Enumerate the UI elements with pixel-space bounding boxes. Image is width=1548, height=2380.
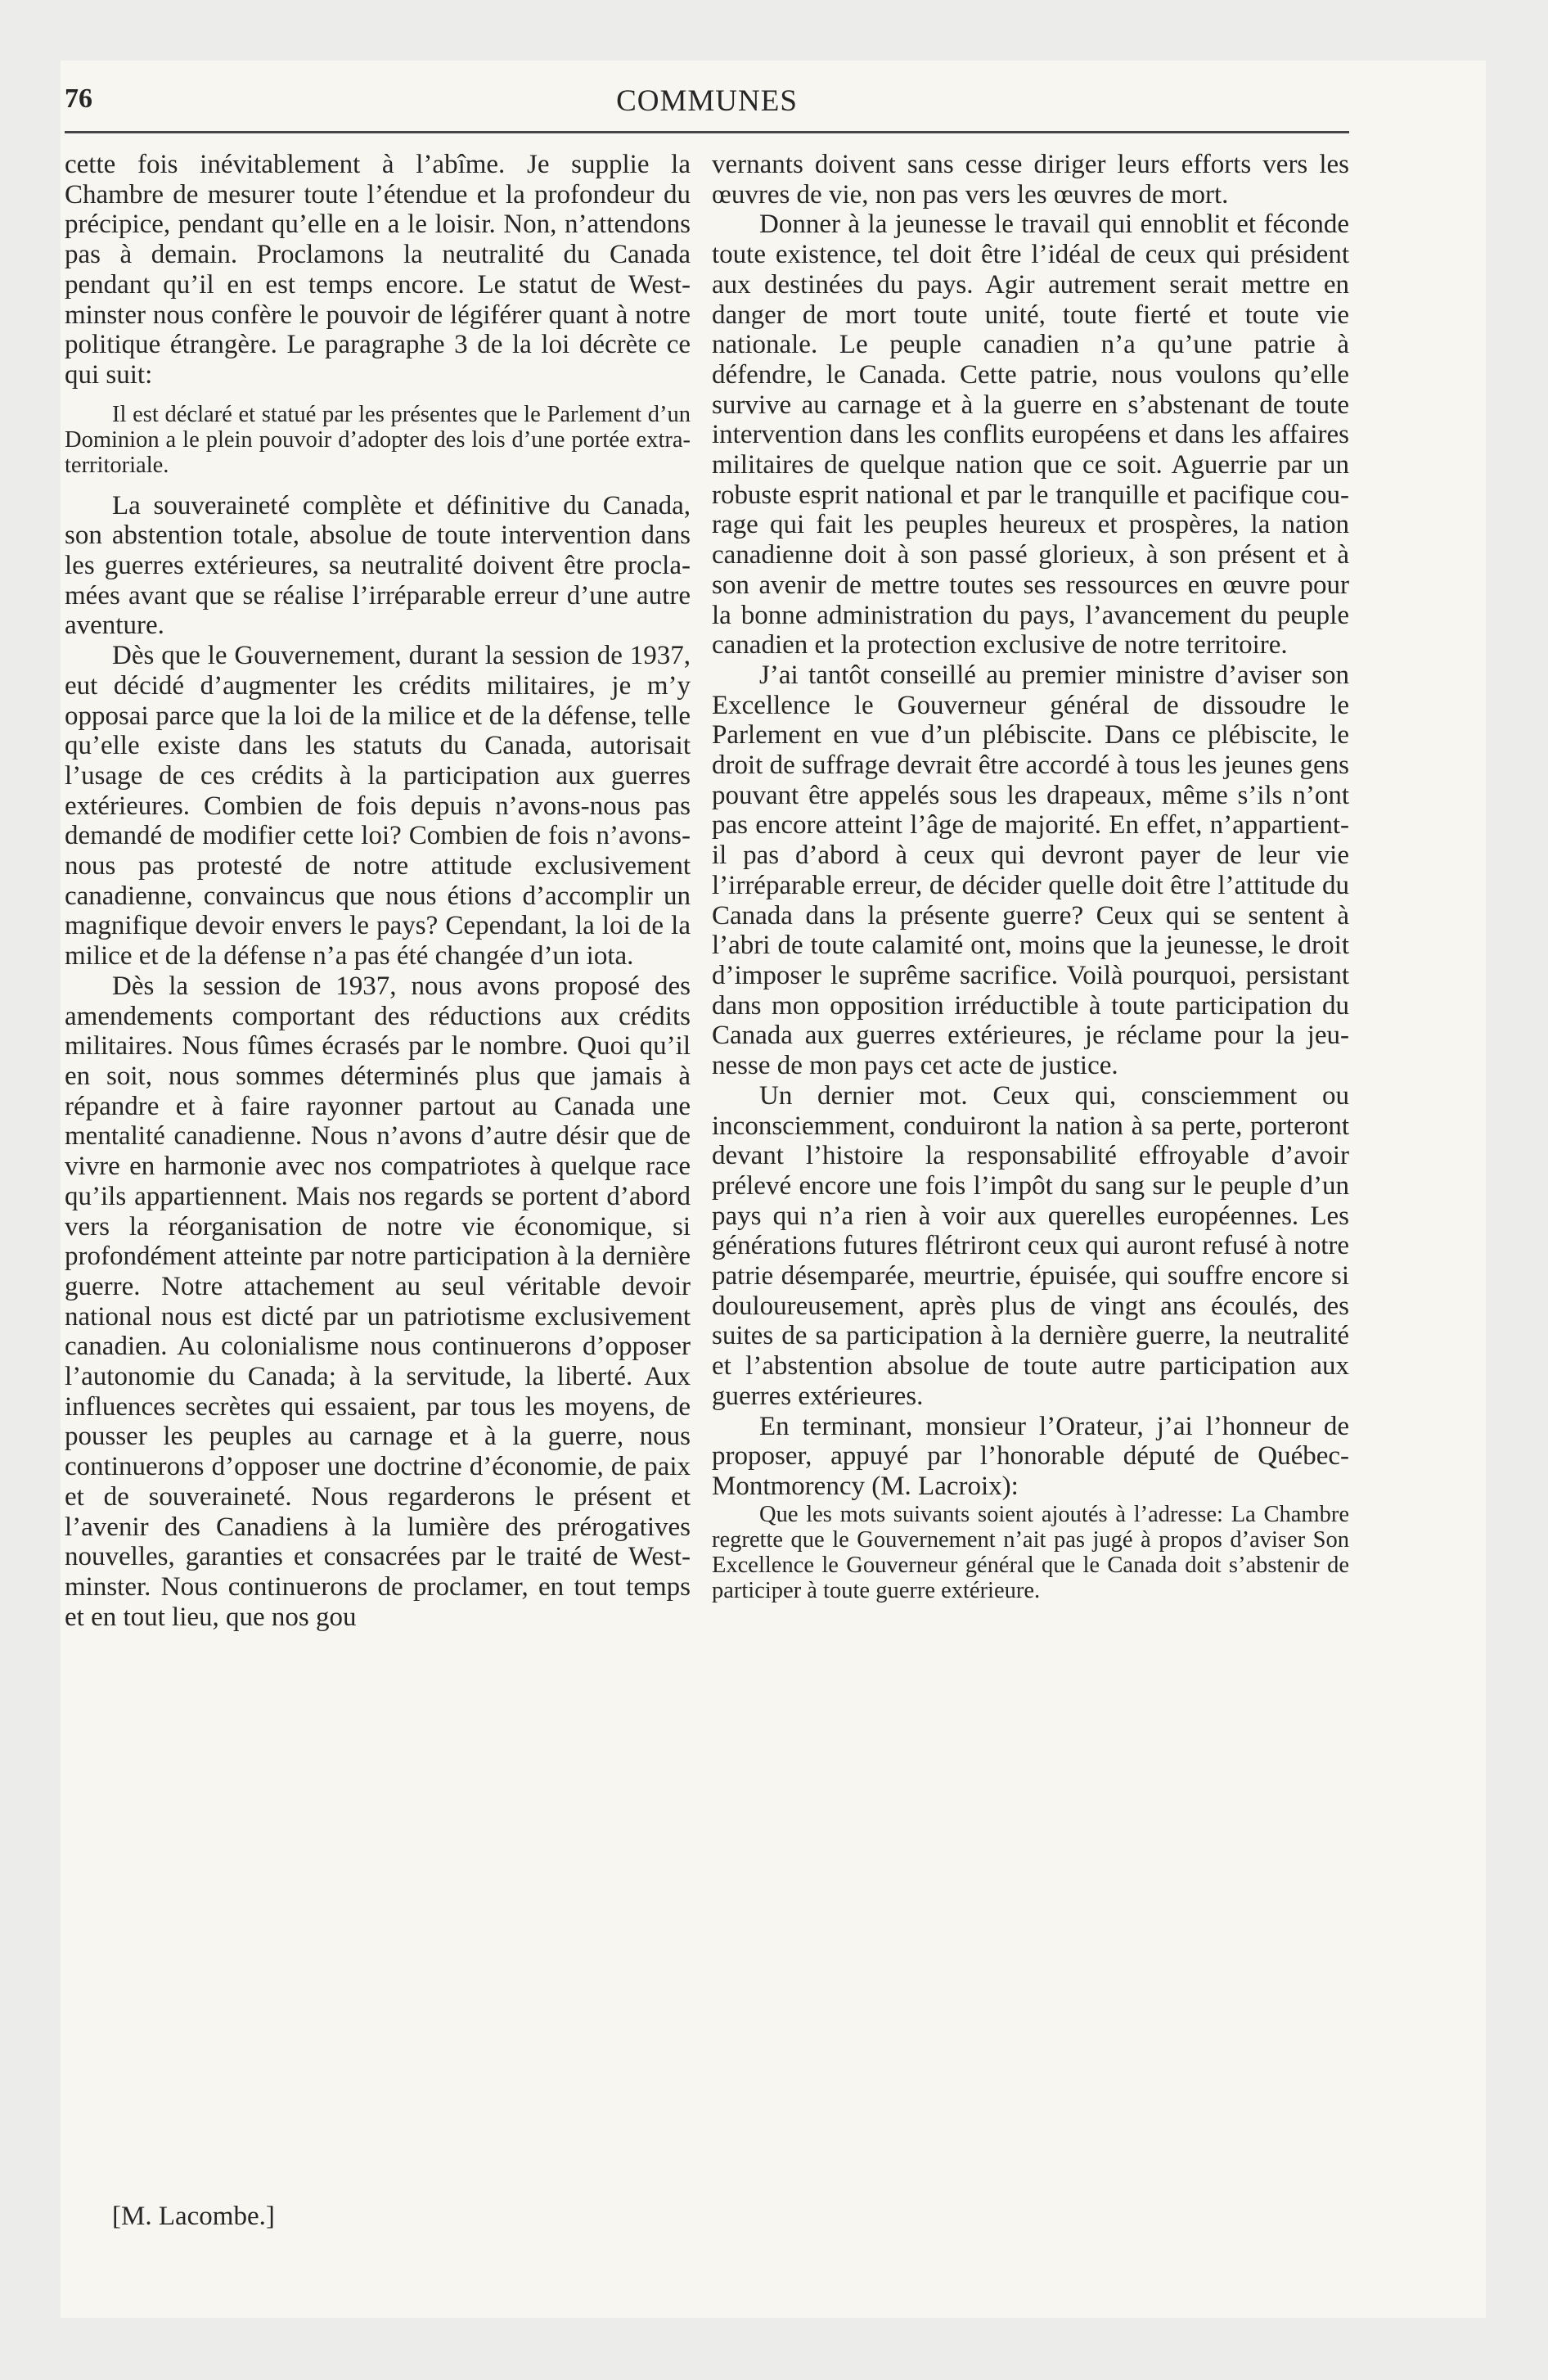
left-column bbox=[65, 150, 691, 1632]
page-header bbox=[65, 82, 1349, 133]
block-quote: Il est déclaré et statué par les présentes que le Parlement d’un Dominion a le plein pouvoir d’adopter des lois d’une portée extra-territoriale. bbox=[65, 401, 691, 478]
running-head: COMMUNES bbox=[616, 84, 798, 118]
paragraph: Un dernier mot. Ceux qui, consciemment ou inconsciemment, conduiront la nation à sa perte, porteront devant l’histoire la responsabilité effroyable d’avoir prélevé encore une fois l’impôt du sang sur le peuple d’un pays qui n’a rien à voir aux querelles européennes. Les générations futures flétriront ceux qui auront refusé à notre patrie désemparée, meurtrie, épuisée, qui souffre encore si douloureusement, après plus de vingt ans écoulés, des suites de sa participation à la dernière guerre, la neutralité et l’abstention absolue de toute autre participation aux guerres extérieures. bbox=[712, 1080, 1349, 1411]
paragraph: Dès que le Gouvernement, durant la session de 1937, eut décidé d’augmenter les crédits militaires, je m’y opposai parce que la loi de la milice et de la défense, telle qu’elle existe dans les statuts du Canada, autorisait l’usage de ces crédits à la participation aux guerres extérieures. Combien de fois depuis n’avons-nous pas demandé de modifier cette loi? Combien de fois n’avons-nous pas protesté de notre attitude exclusivement canadienne, convaincus que nous étions d’accomplir un magnifique devoir envers le pays? Cependant, la loi de la milice et de la défense n’a pas été changée d’un iota. bbox=[65, 641, 691, 971]
right-column bbox=[712, 150, 1349, 1603]
paragraph: J’ai tantôt conseillé au premier ministre d’aviser son Excellence le Gouverneur général de dissoudre le Parlement en vue d’un plébiscite. Dans ce plébiscite, le droit de suffrage devrait être accordé à tous les jeunes gens pouvant être appelés sous les drapeaux, même s’ils n’ont pas encore atteint l’âge de majorité. En effet, n’appartient-il pas d’abord à ceux qui devront payer de leur vie l’irréparable erreur, de décider quelle doit être l’attitude du Canada dans la présente guerre? Ceux qui se sentent à l’abri de toute calamité ont, moins que la jeunesse, le droit d’imposer le suprême sacrifice. Voilà pourquoi, persistant dans mon opposition irréductible à toute participation du Canada aux guerres extérieures, je réclame pour la jeunesse de mon pays cet acte de justice. bbox=[712, 660, 1349, 1081]
paragraph: Donner à la jeunesse le travail qui ennoblit et féconde toute existence, tel doit être l’idéal de ceux qui président aux destinées du pays. Agir autrement serait mettre en danger de mort toute unité, toute fierté et toute vie nationale. Le peuple canadien n’a qu’une patrie à défendre, le Canada. Cette patrie, nous voulons qu’elle survive au carnage et à la guerre en s’abstenant de toute intervention dans les conflits européens et dans les affaires militaires de quelque nation que ce soit. Aguerrie par un robuste esprit national et par le tranquille et pacifique courage qui fait les peuples heureux et prospères, la nation canadienne doit à son passé glorieux, à son présent et à son avenir de mettre toutes ses ressources en œuvre pour la bonne administration du pays, l’avancement du peuple canadien et la protection exclusive de notre territoire. bbox=[712, 210, 1349, 660]
motion-text: Que les mots suivants soient ajoutés à l’adresse: La Chambre regrette que le Gouvernement n’ait pas jugé à propos d’aviser Son Excellence le Gouverneur général que le Canada doit s’abstenir de participer à toute guerre extérieure. bbox=[712, 1501, 1349, 1603]
paragraph: cette fois inévitablement à l’abîme. Je supplie la Chambre de mesurer toute l’étendue et la profondeur du précipice, pendant qu’elle en a le loisir. Non, n’attendons pas à demain. Proclamons la neutralité du Canada pendant qu’il en est temps encore. Le statut de Westminster nous confère le pouvoir de légiférer quant à notre politique étrangère. Le paragraphe 3 de la loi décrète ce qui suit: bbox=[65, 150, 691, 390]
page-number: 76 bbox=[65, 83, 92, 114]
speaker-tag: [M. Lacombe.] bbox=[112, 2202, 275, 2231]
paragraph: En terminant, monsieur l’Orateur, j’ai l’honneur de proposer, appuyé par l’honorable député de Québec-Montmorency (M. Lacroix): bbox=[712, 1411, 1349, 1501]
paragraph: vernants doivent sans cesse diriger leurs efforts vers les œuvres de vie, non pas vers les œuvres de mort. bbox=[712, 150, 1349, 210]
paragraph: La souveraineté complète et définitive du Canada, son abstention totale, absolue de toute intervention dans les guerres extérieures, sa neutralité doivent être proclamées avant que se réalise l’irréparable erreur d’une autre aventure. bbox=[65, 490, 691, 641]
paragraph: Dès la session de 1937, nous avons proposé des amendements comportant des réductions aux crédits militaires. Nous fûmes écrasés par le nombre. Quoi qu’il en soit, nous sommes déterminés plus que jamais à répandre et à faire rayonner partout au Canada une mentalité canadienne. Nous n’avons d’autre désir que de vivre en harmonie avec nos compatriotes à quelque race qu’ils appartiennent. Mais nos regards se portent d’abord vers la réorganisation de notre vie économique, si profondément atteinte par notre participation à la dernière guerre. Notre attachement au seul véritable devoir national nous est dicté par un patriotisme exclusivement canadien. Au colonialisme nous continuerons d’opposer l’autonomie du Canada; à la servitude, la liberté. Aux influences secrètes qui essaient, par tous les moyens, de pousser les peuples au carnage et à la guerre, nous continuerons d’opposer une doctrine d’économie, de paix et de souveraineté. Nous regarderons le présent et l’avenir des Canadiens à la lumière des prérogatives nouvelles, garanties et consacrées par le traité de Westminster. Nous continuerons de proclamer, en tout temps et en tout lieu, que nos gou bbox=[65, 971, 691, 1632]
